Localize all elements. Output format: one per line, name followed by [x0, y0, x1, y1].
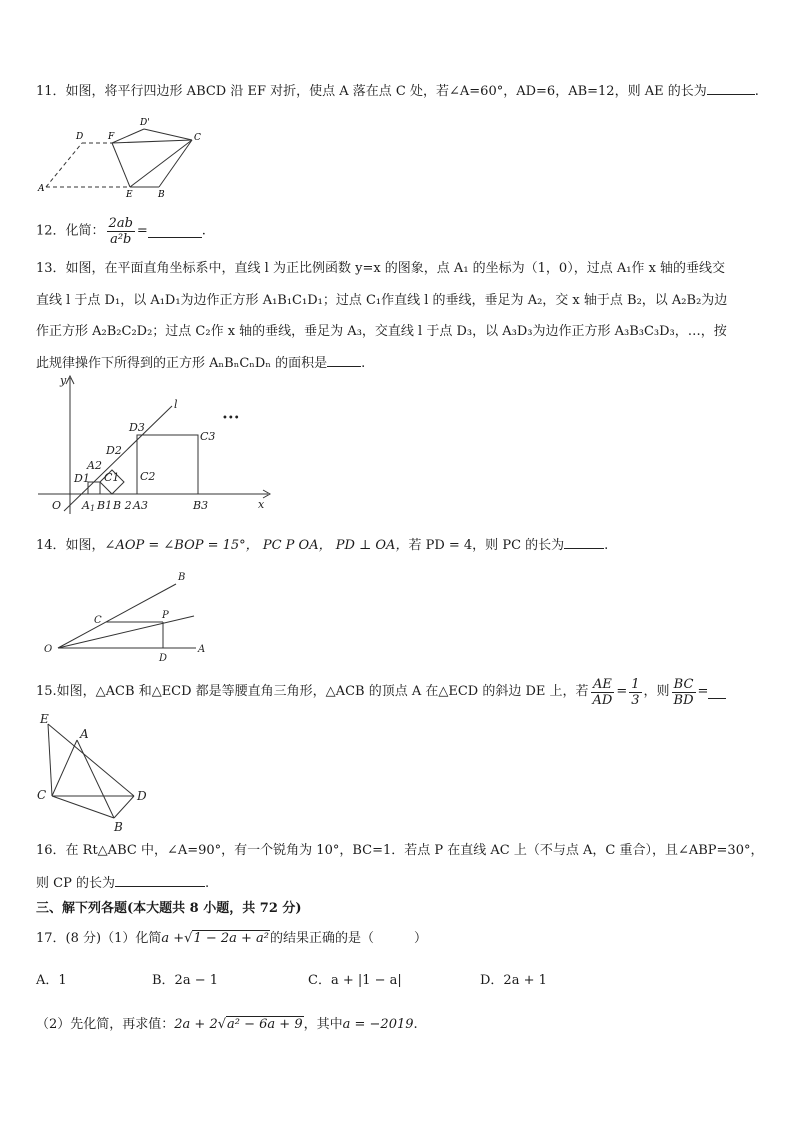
q13-line1: 13．如图，在平面直角坐标系中，直线 l 为正比例函数 y=x 的图象，点 A₁ 的坐标为（1，0），过点 A₁作 x 轴的垂线交: [36, 261, 726, 276]
q15-fraction-bc-bd: $\frac{BC}{BD}$: [673, 676, 694, 708]
q11-label-f: F: [108, 132, 115, 142]
q14-label-d: D: [159, 653, 168, 663]
q13-label-c3: C3: [200, 430, 216, 443]
q15-label-e: E: [40, 712, 49, 726]
q14-label-c: C: [94, 615, 102, 626]
q13-label-o: O: [52, 499, 62, 512]
q16-answer-blank[interactable]: [115, 874, 205, 887]
q15-answer-blank[interactable]: [708, 686, 726, 699]
q15-label-a: A: [80, 727, 89, 741]
q13-label-a1: A: [82, 499, 90, 512]
q13-label-b2: B 2: [113, 499, 132, 512]
q16-line1: 16．在 Rt△ABC 中，∠A=90°，有一个锐角为 10°，BC=1．若点 P 在直线 AC 上（不与点 A，C 重合），且∠ABP=30°，: [36, 843, 764, 858]
q13-label-dots: •••: [222, 413, 240, 424]
q15-label-d: D: [137, 789, 147, 803]
q14-label-a: A: [198, 644, 206, 655]
q13-label-c2: C2: [140, 470, 156, 483]
q11-label-c: C: [194, 133, 201, 143]
q13-answer-blank[interactable]: [327, 354, 361, 367]
q14-label-o: O: [44, 644, 53, 655]
q13-label-a1-sub: 1: [90, 504, 96, 513]
q13-label-d2: D2: [106, 444, 122, 457]
q13-label-y: y: [60, 374, 67, 387]
q12-answer-blank[interactable]: [148, 225, 202, 238]
q15-figure: [36, 710, 156, 835]
q13-label-l: l: [174, 398, 178, 411]
q13-label-a2: A2: [87, 459, 102, 472]
q11-label-e: E: [126, 190, 133, 198]
q13-label-b1: B1: [97, 499, 113, 512]
q17-part1: 17．(8 分)（1）化简a +√1 − 2a + a²的结果正确的是（ ）: [36, 931, 428, 946]
q11-figure: [36, 116, 216, 198]
q13-label-d3: D3: [129, 421, 145, 434]
q13-figure: [36, 372, 276, 517]
q17-radical: 1 − 2a + a²: [193, 931, 270, 946]
q13-line4: 此规律操作下所得到的正方形 AₙBₙCₙDₙ 的面积是 .: [36, 356, 366, 371]
q15-text: 15.如图，△ACB 和△ECD 都是等腰直角三角形，△ACB 的顶点 A 在△ECD 的斜边 DE 上，若 $\frac{AE}{AD}$ = $\frac{1}{3}$ ，则 $\frac{BC}{BD}$ =: [36, 676, 726, 709]
q15-fraction-ae-ad: $\frac{AE}{AD}$: [592, 676, 613, 708]
q11-label-d: D: [76, 132, 84, 142]
q14-label-b: B: [178, 572, 186, 583]
q14-text: 14．如图，∠AOP = ∠BOP = 15°， PC P OA， PD ⊥ OA，若 PD = 4，则 PC 的长为 .: [36, 538, 609, 553]
q13-label-c1: C1: [104, 471, 120, 484]
q14-answer-blank[interactable]: [564, 536, 604, 549]
section-3-heading: 三、解下列各题(本大题共 8 小题，共 72 分): [36, 901, 302, 916]
q17-option-a[interactable]: A．1: [36, 973, 67, 988]
q12-fraction: $\frac{2ab}{\text{a²b}}$: [108, 216, 133, 247]
q15-fraction-one-third: $\frac{1}{3}$: [631, 676, 640, 708]
q13-label-d1: D1: [74, 472, 90, 485]
q13-label-x: x: [258, 498, 265, 511]
q13-line2: 直线 l 于点 D₁，以 A₁D₁为边作正方形 A₁B₁C₁D₁；过点 C₁作直线 l 的垂线，垂足为 A₂，交 x 轴于点 B₂，以 A₂B₂为边: [36, 293, 728, 308]
q13-label-b3: B3: [193, 499, 209, 512]
q11-text: 11．如图，将平行四边形 ABCD 沿 EF 对折，使点 A 落在点 C 处，若∠A=60°，AD=6，AB=12，则 AE 的长为 .: [36, 84, 759, 99]
q17-option-d[interactable]: D．2a + 1: [480, 973, 547, 988]
q14-figure: [36, 568, 216, 663]
q17-part2-radical: a² − 6a + 9: [227, 1017, 303, 1032]
q12-text: 12．化简： $\frac{2ab}{\text{a²b}}$ = .: [36, 216, 206, 247]
q13-label-a3: A3: [133, 499, 148, 512]
q17-option-b[interactable]: B．2a − 1: [152, 973, 219, 988]
q11-label-a: A: [38, 184, 45, 194]
q11-label-dprime: D': [140, 118, 150, 128]
q13-line3: 作正方形 A₂B₂C₂D₂；过点 C₂作 x 轴的垂线，垂足为 A₃，交直线 l 于点 D₃，以 A₃D₃为边作正方形 A₃B₃C₃D₃，…，按: [36, 324, 727, 339]
q15-label-b: B: [114, 820, 123, 834]
q14-label-p: P: [162, 610, 169, 621]
q11-answer-blank[interactable]: [707, 82, 755, 95]
q17-part2: （2）先化简，再求值：2a + 2√a² − 6a + 9，其中a = −2019.: [36, 1017, 418, 1032]
q11-stem: 11．如图，将平行四边形 ABCD 沿 EF 对折，使点 A 落在点 C 处，若∠A=60°，AD=6，AB=12，则 AE 的长为: [36, 84, 707, 99]
q17-option-c[interactable]: C．a + |1 − a|: [308, 973, 402, 988]
q15-label-c: C: [37, 788, 47, 802]
q16-line2: 则 CP 的长为 .: [36, 876, 210, 891]
q11-label-b: B: [158, 190, 165, 198]
